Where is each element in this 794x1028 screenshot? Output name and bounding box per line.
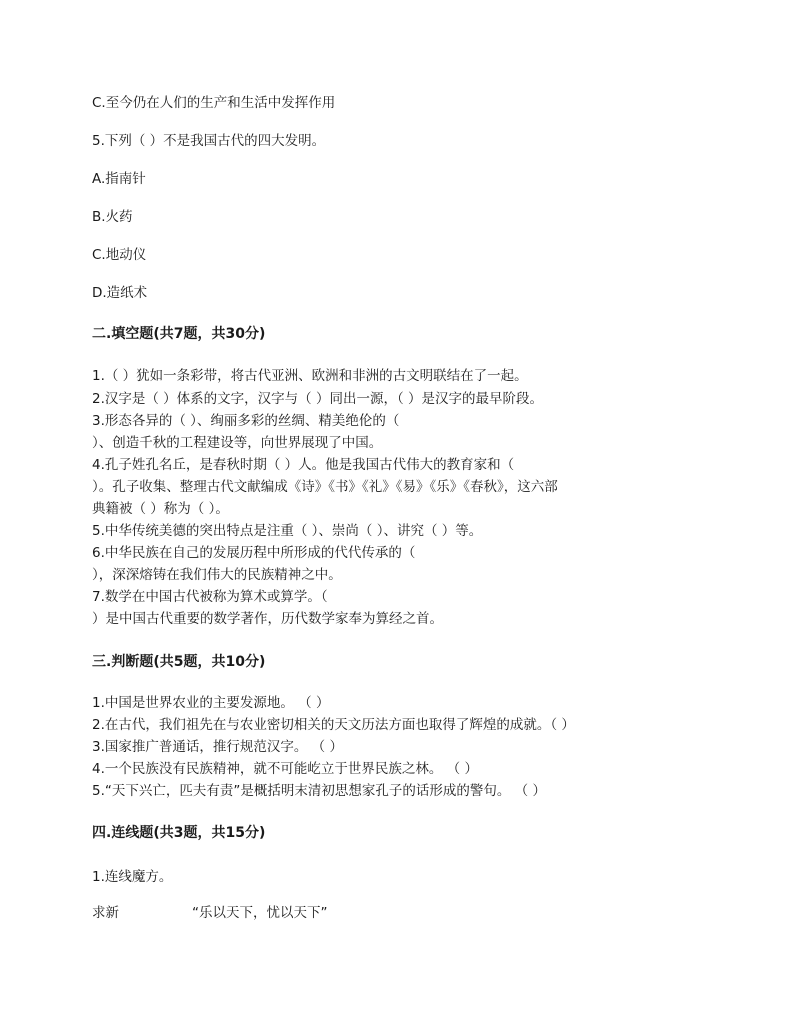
section-heading-fill-in: 二.填空题(共7题，共30分) (92, 326, 266, 342)
true-false-line: 2.在古代，我们祖先在与农业密切相关的天文历法方面也取得了辉煌的成就。（ ） (92, 717, 575, 733)
fill-in-line: 典籍被（ ）称为（ ）。 (92, 501, 229, 517)
fill-in-line: ）、创造千秋的工程建设等，向世界展现了中国。 (92, 435, 383, 451)
q5-option-a: A.指南针 (92, 171, 146, 187)
fill-in-line: 1.（ ）犹如一条彩带，将古代亚洲、欧洲和非洲的古文明联结在了一起。 (92, 368, 528, 384)
fill-in-line: 3.形态各异的（ ）、绚丽多彩的丝绸、精美绝伦的（ (92, 413, 400, 429)
fill-in-line: ），深深熔铸在我们伟大的民族精神之中。 (92, 567, 342, 583)
q4-option-c: C.至今仍在人们的生产和生活中发挥作用 (92, 95, 336, 111)
fill-in-line: ）是中国古代重要的数学著作，历代数学家奉为算经之首。 (92, 611, 443, 627)
section-heading-matching: 四.连线题(共3题，共15分) (92, 825, 266, 841)
true-false-line: 5.“天下兴亡，匹夫有责”是概括明末清初思想家孔子的话形成的警句。 （ ） (92, 783, 546, 799)
q5-option-c: C.地动仪 (92, 247, 147, 263)
fill-in-line: 7.数学在中国古代被称为算术或算学。（ (92, 589, 328, 605)
fill-in-line: 5.中华传统美德的突出特点是注重（ ）、崇尚（ ）、讲究（ ）等。 (92, 523, 483, 539)
true-false-line: 1.中国是世界农业的主要发源地。 （ ） (92, 695, 330, 711)
match-right-term[interactable]: “乐以天下，忧以天下” (192, 905, 328, 921)
true-false-line: 4.一个民族没有民族精神，就不可能屹立于世界民族之林。 （ ） (92, 761, 478, 777)
q5-option-d: D.造纸术 (92, 285, 148, 301)
q5-option-b: B.火药 (92, 209, 133, 225)
fill-in-line: 4.孔子姓孔名丘，是春秋时期（ ）人。他是我国古代伟大的教育家和（ (92, 457, 515, 473)
fill-in-line: 6.中华民族在自己的发展历程中所形成的代代传承的（ (92, 545, 416, 561)
fill-in-line: 2.汉字是（ ）体系的文字，汉字与（ ）同出一源，（ ）是汉字的最早阶段。 (92, 391, 544, 407)
section-heading-true-false: 三.判断题(共5题，共10分) (92, 654, 266, 670)
match-left-term[interactable]: 求新 (92, 905, 119, 921)
fill-in-line: ）。孔子收集、整理古代文献编成《诗》《书》《礼》《易》《乐》《春秋》，这六部 (92, 479, 558, 495)
q5-stem: 5.下列（ ）不是我国古代的四大发明。 (92, 133, 326, 149)
true-false-line: 3.国家推广普通话，推行规范汉字。 （ ） (92, 739, 343, 755)
matching-question-1: 1.连线魔方。 (92, 869, 173, 885)
